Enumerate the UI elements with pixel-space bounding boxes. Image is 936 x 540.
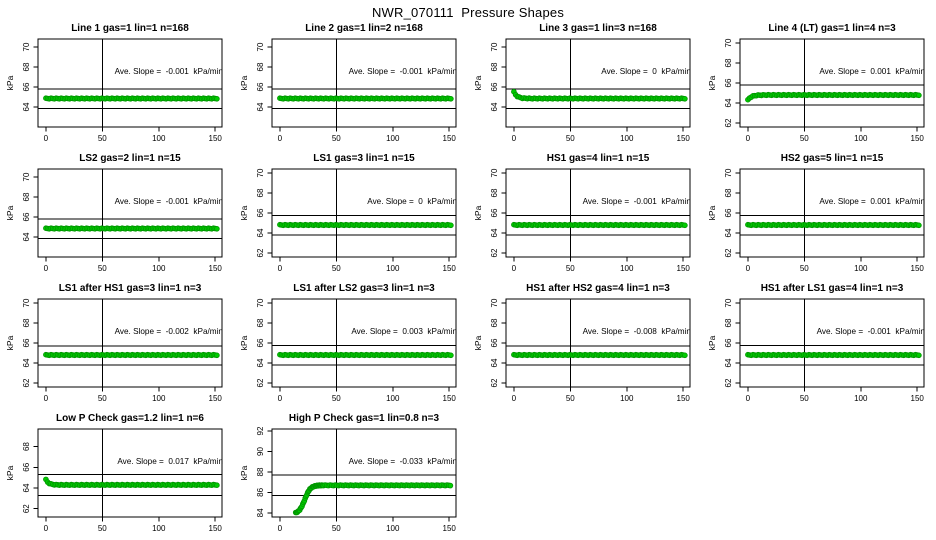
x-axis <box>746 387 925 403</box>
plot-frame <box>740 299 924 387</box>
x-tick-label: 0 <box>43 394 49 403</box>
plot-frame <box>38 299 222 387</box>
y-tick-label: 66 <box>490 208 499 218</box>
subplot-title: LS1 gas=3 lin=1 n=15 <box>313 153 415 164</box>
slope-annotation: Ave. Slope = -0.001 kPa/min <box>582 197 691 207</box>
y-tick-label: 64 <box>490 102 499 112</box>
x-tick-label: 50 <box>331 134 341 143</box>
data-series <box>512 352 688 357</box>
subplot-title: Low P Check gas=1.2 lin=1 n=6 <box>56 413 204 424</box>
x-tick-label: 100 <box>854 264 868 273</box>
y-axis <box>473 42 506 111</box>
y-axis <box>707 298 740 387</box>
y-tick-label: 68 <box>256 62 265 72</box>
subplot-ls1-gas-3-lin-1-n-15 <box>234 148 468 278</box>
y-tick-label: 62 <box>490 378 499 388</box>
x-tick-label: 150 <box>208 394 222 403</box>
subplot-svg-7 <box>702 148 936 278</box>
x-tick-label: 150 <box>676 134 690 143</box>
plot-frame <box>272 299 456 387</box>
y-axis-label: kPa <box>707 205 717 221</box>
y-tick-label: 70 <box>22 298 31 308</box>
x-tick-label: 0 <box>43 134 49 143</box>
subplot-svg-10 <box>468 278 702 408</box>
plot-frame <box>506 169 690 257</box>
y-tick-label: 62 <box>490 248 499 258</box>
y-axis <box>239 168 272 257</box>
x-tick-label: 150 <box>676 264 690 273</box>
figure-title: NWR_070111 Pressure Shapes <box>371 5 565 20</box>
y-axis-label: kPa <box>5 335 15 351</box>
plot-frame <box>740 169 924 257</box>
y-axis-label: kPa <box>707 75 717 91</box>
y-tick-label: 62 <box>256 248 265 258</box>
plot-frame <box>272 429 456 517</box>
y-tick-label: 70 <box>22 42 31 52</box>
x-tick-label: 150 <box>442 134 456 143</box>
data-series <box>44 352 220 357</box>
y-tick-label: 62 <box>22 378 31 388</box>
plot-frame <box>272 169 456 257</box>
y-tick-label: 68 <box>22 62 31 72</box>
y-axis-label: kPa <box>5 205 15 221</box>
x-axis <box>44 517 223 533</box>
y-tick-label: 70 <box>724 298 733 308</box>
y-tick-label: 70 <box>22 172 31 182</box>
y-tick-label: 70 <box>490 298 499 308</box>
y-axis <box>5 442 38 514</box>
y-tick-label: 64 <box>22 102 31 112</box>
y-tick-label: 70 <box>256 168 265 178</box>
y-axis <box>707 38 740 127</box>
data-series <box>44 96 220 101</box>
x-tick-label: 100 <box>854 394 868 403</box>
y-tick-label: 66 <box>22 462 31 472</box>
slope-annotation: Ave. Slope = -0.001 kPa/min <box>348 67 457 77</box>
x-tick-label: 100 <box>386 134 400 143</box>
subplot-title: Line 3 gas=1 lin=3 n=168 <box>539 23 657 34</box>
y-axis-label: kPa <box>707 335 717 351</box>
x-tick-label: 0 <box>277 264 283 273</box>
x-tick-label: 0 <box>511 394 517 403</box>
x-tick-label: 50 <box>97 134 107 143</box>
x-axis <box>278 387 457 403</box>
data-series <box>512 89 688 101</box>
y-tick-label: 68 <box>22 442 31 452</box>
y-axis-label: kPa <box>239 205 249 221</box>
data-series <box>278 222 454 227</box>
plot-frame <box>38 169 222 257</box>
x-tick-label: 150 <box>208 524 222 533</box>
y-tick-label: 68 <box>724 58 733 68</box>
plot-frame <box>740 39 924 127</box>
x-tick-label: 100 <box>152 264 166 273</box>
y-tick-label: 62 <box>724 118 733 128</box>
x-tick-label: 150 <box>910 394 924 403</box>
x-axis <box>44 387 223 403</box>
subplot-ls1-after-hs1-gas-3-lin-1-n-3 <box>0 278 234 408</box>
y-tick-label: 86 <box>256 487 265 497</box>
slope-annotation: Ave. Slope = 0.003 kPa/min <box>351 327 457 337</box>
x-tick-label: 0 <box>511 264 517 273</box>
subplot-hs1-gas-4-lin-1-n-15 <box>468 148 702 278</box>
y-tick-label: 66 <box>724 78 733 88</box>
subplot-line-4-lt-gas-1-lin-4-n-3 <box>702 18 936 148</box>
plot-frame <box>272 39 456 127</box>
y-tick-label: 84 <box>256 508 265 518</box>
y-tick-label: 90 <box>256 447 265 456</box>
subplot-svg-13 <box>234 408 468 538</box>
x-tick-label: 50 <box>97 394 107 403</box>
x-tick-label: 50 <box>799 394 809 403</box>
slope-annotation: Ave. Slope = 0 kPa/min <box>367 197 457 207</box>
x-tick-label: 0 <box>745 134 751 143</box>
subplot-hs1-after-ls1-gas-4-lin-1-n-3 <box>702 278 936 408</box>
y-tick-label: 62 <box>22 504 31 514</box>
subplot-low-p-check-gas-1-2-lin-1-n-6 <box>0 408 234 538</box>
slope-annotation: Ave. Slope = -0.033 kPa/min <box>348 457 457 467</box>
y-axis <box>239 426 272 517</box>
x-tick-label: 50 <box>565 134 575 143</box>
data-series <box>44 477 220 488</box>
y-axis <box>473 298 506 387</box>
x-tick-label: 50 <box>799 134 809 143</box>
y-tick-label: 66 <box>22 338 31 348</box>
subplot-svg-5 <box>234 148 468 278</box>
subplot-high-p-check-gas-1-lin-0-8-n-3 <box>234 408 468 538</box>
y-axis <box>239 298 272 387</box>
subplot-svg-11 <box>702 278 936 408</box>
subplot-title: HS2 gas=5 lin=1 n=15 <box>780 153 884 164</box>
subplot-title: LS1 after HS1 gas=3 lin=1 n=3 <box>58 283 202 294</box>
y-axis-label: kPa <box>5 75 15 91</box>
subplot-hs1-after-hs2-gas-4-lin-1-n-3 <box>468 278 702 408</box>
x-tick-label: 50 <box>97 264 107 273</box>
slope-annotation: Ave. Slope = 0.001 kPa/min <box>819 67 925 77</box>
y-tick-label: 70 <box>256 42 265 52</box>
plots-grid <box>0 18 936 540</box>
y-axis-label: kPa <box>473 335 483 351</box>
x-tick-label: 0 <box>745 264 751 273</box>
x-tick-label: 150 <box>442 264 456 273</box>
slope-annotation: Ave. Slope = 0 kPa/min <box>601 67 691 77</box>
x-tick-label: 150 <box>676 394 690 403</box>
plot-frame <box>38 39 222 127</box>
y-tick-label: 64 <box>22 232 31 242</box>
y-axis <box>707 168 740 257</box>
subplot-line-3-gas-1-lin-3-n-168 <box>468 18 702 148</box>
subplot-title: Line 4 (LT) gas=1 lin=4 n=3 <box>768 23 896 34</box>
y-tick-label: 64 <box>490 228 499 238</box>
x-tick-label: 0 <box>43 524 49 533</box>
x-tick-label: 100 <box>386 524 400 533</box>
data-series <box>278 96 454 101</box>
y-tick-label: 68 <box>256 318 265 328</box>
subplot-line-1-gas-1-lin-1-n-168 <box>0 18 234 148</box>
x-tick-label: 0 <box>511 134 517 143</box>
x-tick-label: 150 <box>910 134 924 143</box>
y-tick-label: 68 <box>490 188 499 198</box>
x-tick-label: 100 <box>620 394 634 403</box>
x-tick-label: 100 <box>152 134 166 143</box>
subplot-line-2-gas-1-lin-2-n-168 <box>234 18 468 148</box>
x-axis <box>278 127 457 143</box>
y-tick-label: 88 <box>256 467 265 477</box>
y-axis <box>5 172 38 241</box>
slope-annotation: Ave. Slope = -0.001 kPa/min <box>114 67 223 77</box>
subplot-title: LS2 gas=2 lin=1 n=15 <box>79 153 181 164</box>
x-axis <box>512 387 691 403</box>
x-tick-label: 0 <box>745 394 751 403</box>
y-tick-label: 64 <box>724 228 733 238</box>
plot-frame <box>506 39 690 127</box>
y-tick-label: 92 <box>256 426 265 436</box>
y-tick-label: 68 <box>490 62 499 72</box>
y-tick-label: 66 <box>256 338 265 348</box>
y-tick-label: 66 <box>256 208 265 218</box>
subplot-ls2-gas-2-lin-1-n-15 <box>0 148 234 278</box>
x-tick-label: 150 <box>442 524 456 533</box>
x-tick-label: 100 <box>854 134 868 143</box>
y-tick-label: 66 <box>22 82 31 92</box>
plot-frame <box>506 299 690 387</box>
x-axis <box>512 127 691 143</box>
data-series <box>278 352 454 357</box>
y-tick-label: 70 <box>256 298 265 308</box>
x-axis <box>746 257 925 273</box>
subplot-title: Line 1 gas=1 lin=1 n=168 <box>71 23 189 34</box>
x-tick-label: 150 <box>442 394 456 403</box>
data-series <box>44 226 220 231</box>
subplot-ls1-after-ls2-gas-3-lin-1-n-3 <box>234 278 468 408</box>
y-tick-label: 64 <box>724 358 733 368</box>
subplot-svg-8 <box>0 278 234 408</box>
x-axis <box>512 257 691 273</box>
subplot-title: LS1 after LS2 gas=3 lin=1 n=3 <box>293 283 435 294</box>
y-axis-label: kPa <box>239 75 249 91</box>
x-tick-label: 0 <box>277 134 283 143</box>
y-axis <box>239 42 272 111</box>
y-axis-label: kPa <box>239 465 249 481</box>
subplot-svg-6 <box>468 148 702 278</box>
y-axis-label: kPa <box>239 335 249 351</box>
x-tick-label: 0 <box>277 394 283 403</box>
y-tick-label: 64 <box>724 98 733 108</box>
subplot-svg-12 <box>0 408 234 538</box>
subplot-svg-3 <box>702 18 936 148</box>
x-tick-label: 0 <box>277 524 283 533</box>
subplot-title: HS1 after HS2 gas=4 lin=1 n=3 <box>526 283 670 294</box>
y-tick-label: 64 <box>22 358 31 368</box>
subplot-svg-1 <box>234 18 468 148</box>
y-tick-label: 66 <box>490 82 499 92</box>
subplot-svg-4 <box>0 148 234 278</box>
y-tick-label: 62 <box>256 378 265 388</box>
x-axis <box>746 127 925 143</box>
subplot-title: Line 2 gas=1 lin=2 n=168 <box>305 23 423 34</box>
subplot-title: HS1 gas=4 lin=1 n=15 <box>546 153 650 164</box>
x-tick-label: 150 <box>910 264 924 273</box>
y-tick-label: 68 <box>724 318 733 328</box>
y-tick-label: 64 <box>256 102 265 112</box>
subplot-svg-9 <box>234 278 468 408</box>
data-series <box>293 483 453 515</box>
x-tick-label: 100 <box>386 264 400 273</box>
x-tick-label: 50 <box>565 264 575 273</box>
y-axis-label: kPa <box>473 75 483 91</box>
y-tick-label: 66 <box>256 82 265 92</box>
y-tick-label: 64 <box>22 483 31 493</box>
x-tick-label: 50 <box>331 394 341 403</box>
x-axis <box>44 127 223 143</box>
x-tick-label: 50 <box>331 524 341 533</box>
x-axis <box>278 257 457 273</box>
slope-annotation: Ave. Slope = -0.002 kPa/min <box>114 327 223 337</box>
y-axis <box>473 168 506 257</box>
x-tick-label: 50 <box>565 394 575 403</box>
y-tick-label: 62 <box>724 378 733 388</box>
y-tick-label: 68 <box>256 188 265 198</box>
data-series <box>512 222 688 227</box>
x-tick-label: 100 <box>152 394 166 403</box>
plot-frame <box>38 429 222 517</box>
y-axis-label: kPa <box>5 465 15 481</box>
y-tick-label: 70 <box>724 168 733 178</box>
y-axis <box>5 42 38 111</box>
data-series <box>746 222 922 227</box>
y-tick-label: 68 <box>490 318 499 328</box>
slope-annotation: Ave. Slope = -0.008 kPa/min <box>582 327 691 337</box>
slope-annotation: Ave. Slope = -0.001 kPa/min <box>114 197 223 207</box>
y-tick-label: 66 <box>22 212 31 222</box>
subplot-svg-0 <box>0 18 234 148</box>
y-tick-label: 70 <box>724 38 733 48</box>
slope-annotation: Ave. Slope = -0.001 kPa/min <box>816 327 925 337</box>
slope-annotation: Ave. Slope = 0.017 kPa/min <box>117 457 223 467</box>
data-series <box>746 92 922 102</box>
subplot-title: High P Check gas=1 lin=0.8 n=3 <box>288 413 440 424</box>
y-tick-label: 62 <box>724 248 733 258</box>
x-tick-label: 50 <box>331 264 341 273</box>
y-tick-label: 68 <box>22 318 31 328</box>
x-tick-label: 0 <box>43 264 49 273</box>
x-tick-label: 100 <box>386 394 400 403</box>
y-tick-label: 70 <box>490 42 499 52</box>
y-tick-label: 66 <box>724 338 733 348</box>
x-tick-label: 100 <box>620 264 634 273</box>
x-tick-label: 100 <box>620 134 634 143</box>
x-axis <box>44 257 223 273</box>
x-axis <box>278 517 457 533</box>
y-axis-label: kPa <box>473 205 483 221</box>
x-tick-label: 50 <box>97 524 107 533</box>
x-tick-label: 150 <box>208 264 222 273</box>
y-tick-label: 68 <box>724 188 733 198</box>
x-tick-label: 100 <box>152 524 166 533</box>
y-tick-label: 64 <box>256 228 265 238</box>
y-tick-label: 70 <box>490 168 499 178</box>
y-tick-label: 64 <box>256 358 265 368</box>
y-tick-label: 66 <box>490 338 499 348</box>
x-tick-label: 50 <box>799 264 809 273</box>
x-tick-label: 150 <box>208 134 222 143</box>
y-tick-label: 64 <box>490 358 499 368</box>
y-axis <box>5 298 38 387</box>
subplot-svg-2 <box>468 18 702 148</box>
y-tick-label: 66 <box>724 208 733 218</box>
y-tick-label: 68 <box>22 192 31 202</box>
subplot-hs2-gas-5-lin-1-n-15 <box>702 148 936 278</box>
subplot-title: HS1 after LS1 gas=4 lin=1 n=3 <box>760 283 904 294</box>
data-series <box>746 352 922 357</box>
slope-annotation: Ave. Slope = 0.001 kPa/min <box>819 197 925 207</box>
